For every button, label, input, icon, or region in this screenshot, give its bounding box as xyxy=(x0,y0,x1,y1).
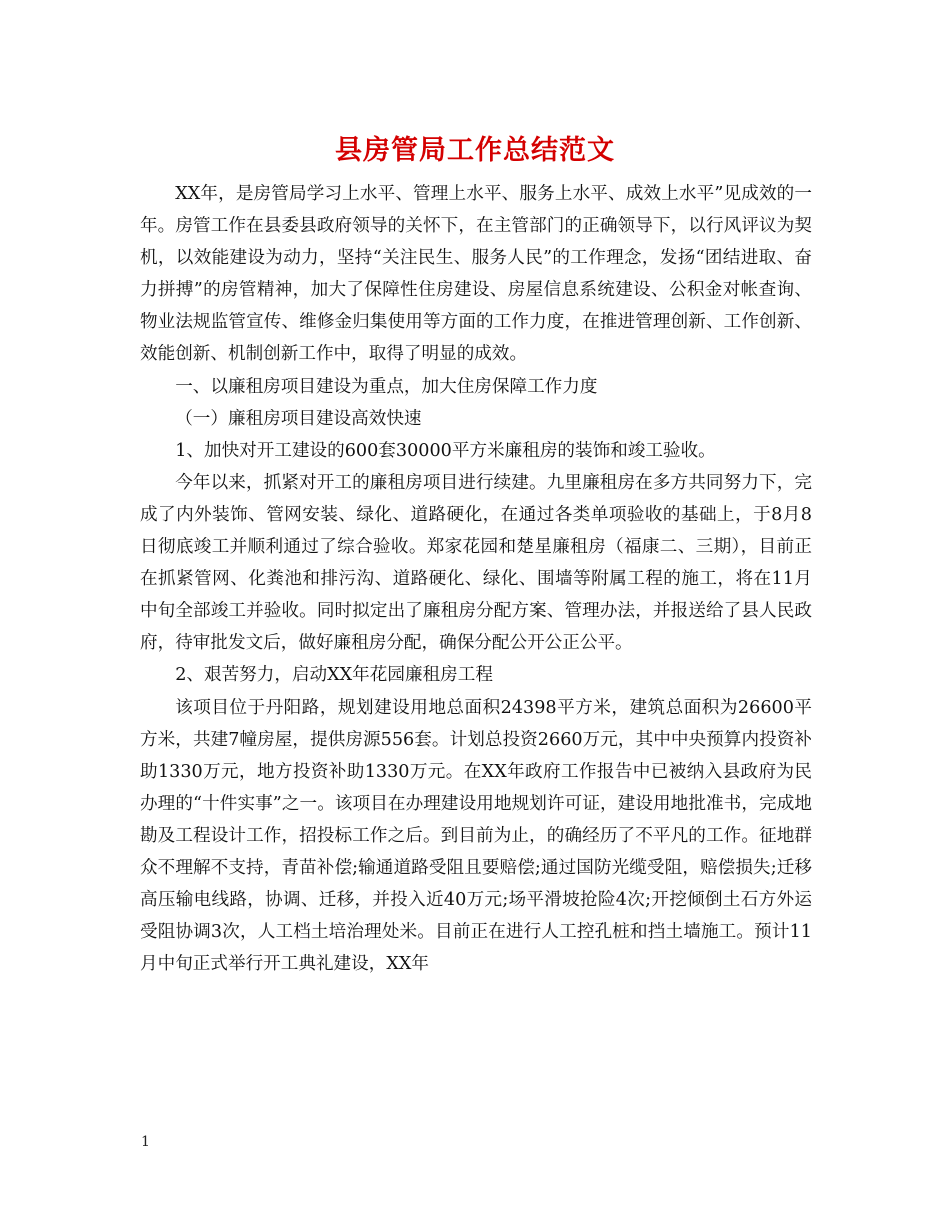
paragraph-intro: XX年，是房管局学习上水平、管理上水平、服务上水平、成效上水平”见成效的一年。房管工作在县委县政府领导的关怀下，在主管部门的正确领导下，以行风评议为契机，以效能建设为动力，坚持“关注民生、服务人民”的工作理念，发扬“团结进取、奋力拼搏”的房管精神，加大了保障性住房建设、房屋信息系统建设、公积金对帐查询、物业法规监管宣传、维修金归集使用等方面的工作力度，在推进管理创新、工作创新、效能创新、机制创新工作中，取得了明显的成效。 xyxy=(140,184,812,365)
item-heading-1: 1、加快对开工建设的600套30000平方米廉租房的装饰和竣工验收。 xyxy=(175,440,716,461)
section-heading-1: 一、以廉租房项目建设为重点，加大住房保障工作力度 xyxy=(175,376,598,397)
document-body xyxy=(140,178,812,980)
paragraph-item-2: 该项目位于丹阳路，规划建设用地总面积24398平方米，建筑总面积为26600平方米，共建7幢房屋，提供房源556套。计划总投资2660万元，其中中央预算内投资补助1330万元，地方投资补助1330万元。在XX年政府工作报告中已被纳入县政府为民办理的“十件实事”之一。该项目在办理建设用地规划许可证，建设用地批准书，完成地勘及工程设计工作，招投标工作之后。到目前为止，的确经历了不平凡的工作。征地群众不理解不支持，青苗补偿;输通道路受阻且要赔偿;通过国防光缆受阻，赔偿损失;迁移高压输电线路，协调、迁移，并投入近40万元;场平滑坡抢险4次;开挖倾倒土石方外运受阻协调3次，人工档土培治理处米。目前正在进行人工控孔桩和挡土墙施工。预计11月中旬正式举行开工典礼建设，XX年 xyxy=(140,697,812,975)
paragraph-item-1: 今年以来，抓紧对开工的廉租房项目进行续建。九里廉租房在多方共同努力下，完成了内外装饰、管网安装、绿化、道路硬化，在通过各类单项验收的基础上，于8月8日彻底竣工并顺利通过了综合验收。郑家花园和楚星廉租房（福康二、三期），目前正在抓紧管网、化粪池和排污沟、道路硬化、绿化、围墙等附属工程的施工，将在11月中旬全部竣工并验收。同时拟定出了廉租房分配方案、管理办法，并报送给了县人民政府，待审批发文后，做好廉租房分配，确保分配公开公正公平。 xyxy=(140,472,812,654)
item-heading-2: 2、艰苦努力，启动XX年花园廉租房工程 xyxy=(175,665,493,686)
page-number: 1 xyxy=(141,1134,150,1150)
document-title: 县房管局工作总结范文 xyxy=(335,135,615,166)
subsection-heading-1: （一）廉租房项目建设高效快速 xyxy=(175,408,422,429)
